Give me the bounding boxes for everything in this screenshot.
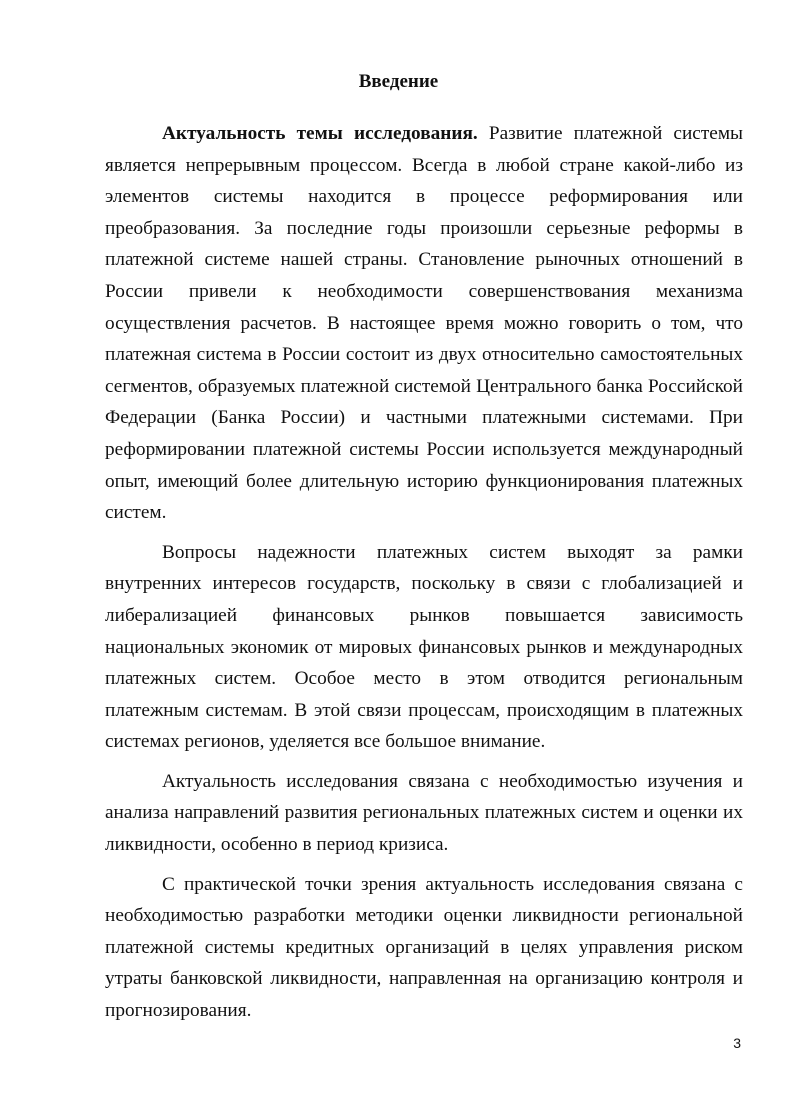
page-title: Введение xyxy=(358,71,439,92)
body-text xyxy=(105,118,743,1027)
paragraph-relevance xyxy=(105,118,743,529)
paragraph-text: Развитие платежной системы является непрерывным процессом. Всегда в любой стране какой-либо из элементов системы находится в процессе реформирования или преобразования. За последние годы произошли серьезные реформы в платежной системе нашей страны. Становление рыночных отношений в России привели к необходимости совершенствования механизма осуществления расчетов. В настоящее время можно говорить о том, что платежная система в России состоит из двух относительно самостоятельных сегментов, образуемых платежной системой Центрального банка Российской Федерации (Банка России) и частными платежными системами. При реформировании платежной системы России используется международный опыт, имеющий более длительную историю функционирования платежных систем. xyxy=(105,123,743,524)
paragraph-lead: Актуальность темы исследования. xyxy=(162,123,478,144)
paragraph-reliability: Вопросы надежности платежных систем выходят за рамки внутренних интересов государств, поскольку в связи с глобализацией и либерализацией финансовых рынков повышается зависимость национальных экономик от мировых финансовых рынков и международных платежных систем. Особое место в этом отводится региональным платежным системам. В этой связи процессам, происходящим в платежных системах регионов, уделяется все большое внимание. xyxy=(105,541,743,753)
paragraph-practical-relevance: С практической точки зрения актуальность исследования связана с необходимостью разработки методики оценки ликвидности региональной платежной системы кредитных организаций в целях управления риском утраты банковской ликвидности, направленная на организацию контроля и прогнозирования. xyxy=(105,873,743,1022)
page-number: 3 xyxy=(733,1035,741,1051)
paragraph-research-relevance: Актуальность исследования связана с необходимостью изучения и анализа направлений развития региональных платежных систем и оценки их ликвидности, особенно в период кризиса. xyxy=(105,770,743,856)
